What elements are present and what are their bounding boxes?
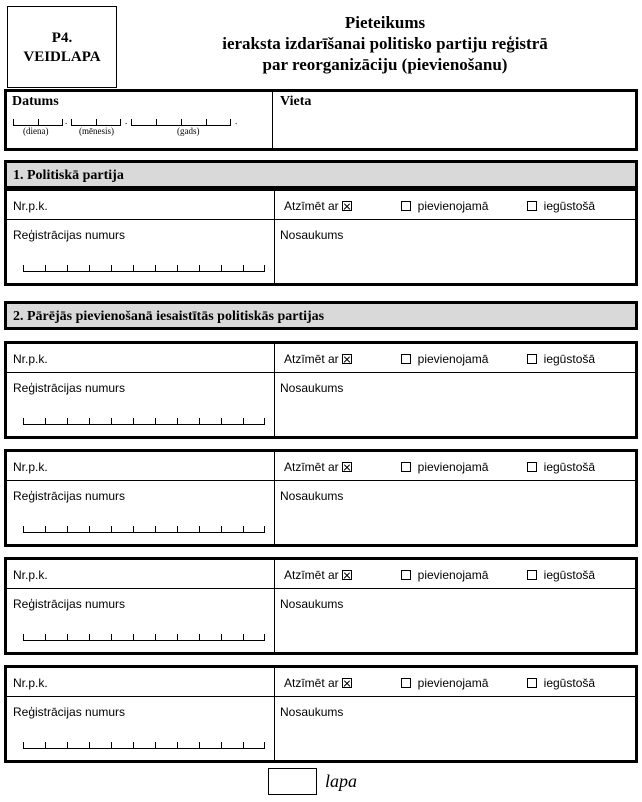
place-label: Vieta	[280, 94, 312, 109]
mark-label: Atzīmēt ar	[284, 460, 352, 474]
checkbox-acquiring[interactable]	[527, 354, 537, 364]
day-cells[interactable]	[13, 119, 63, 126]
reg-number-cells[interactable]	[23, 526, 265, 533]
nrpk-label: Nr.p.k.	[13, 568, 48, 582]
option-acquiring[interactable]: iegūstošā	[527, 352, 595, 366]
nrpk-label: Nr.p.k.	[13, 460, 48, 474]
name-label: Nosaukums	[280, 705, 344, 719]
reg-number-cells[interactable]	[23, 418, 265, 425]
year-cells[interactable]	[131, 119, 231, 126]
name-label: Nosaukums	[280, 381, 344, 395]
checked-box-icon	[342, 678, 352, 688]
form-title	[150, 12, 620, 75]
page-label: lapa	[325, 771, 358, 791]
checkbox-acquiring[interactable]	[527, 570, 537, 580]
month-caption: (mēnesis)	[79, 126, 114, 136]
name-label: Nosaukums	[280, 228, 344, 242]
date-label: Datums	[12, 94, 59, 109]
form-code-box	[7, 6, 117, 88]
party-block-3	[4, 557, 638, 655]
form-code-number: P4.	[51, 30, 73, 46]
checked-box-icon	[342, 201, 352, 211]
checkbox-joined[interactable]	[401, 678, 411, 688]
mark-label: Atzīmēt ar	[284, 676, 352, 690]
option-acquiring[interactable]: iegūstošā	[527, 676, 595, 690]
option-joined[interactable]: pievienojamā	[401, 568, 488, 582]
name-label: Nosaukums	[280, 489, 344, 503]
option-acquiring[interactable]: iegūstošā	[527, 568, 595, 582]
option-joined[interactable]: pievienojamā	[401, 676, 488, 690]
reg-number-cells[interactable]	[23, 742, 265, 749]
section-1-title: 1. Politiskā partija	[13, 168, 124, 183]
mark-label: Atzīmēt ar	[284, 568, 352, 582]
page-number-field[interactable]	[268, 768, 317, 795]
reg-number-label: Reģistrācijas numurs	[13, 228, 126, 242]
reg-number-cells[interactable]	[23, 265, 265, 272]
name-label: Nosaukums	[280, 597, 344, 611]
checkbox-acquiring[interactable]	[527, 201, 537, 211]
nrpk-label: Nr.p.k.	[13, 352, 48, 366]
checkbox-acquiring[interactable]	[527, 678, 537, 688]
checkbox-joined[interactable]	[401, 354, 411, 364]
reg-number-label: Reģistrācijas numurs	[13, 489, 126, 503]
reg-number-cells[interactable]	[23, 634, 265, 641]
day-caption: (diena)	[23, 126, 49, 136]
nrpk-label: Nr.p.k.	[13, 676, 48, 690]
option-acquiring[interactable]: iegūstošā	[527, 460, 595, 474]
checkbox-joined[interactable]	[401, 201, 411, 211]
mark-label: Atzīmēt ar	[284, 199, 352, 213]
party-block-4	[4, 665, 638, 763]
section-1-header	[4, 160, 638, 189]
checked-box-icon	[342, 570, 352, 580]
checkbox-acquiring[interactable]	[527, 462, 537, 472]
checkbox-joined[interactable]	[401, 570, 411, 580]
option-joined[interactable]: pievienojamā	[401, 352, 488, 366]
checked-box-icon	[342, 462, 352, 472]
year-caption: (gads)	[177, 126, 200, 136]
form-title-line-3: par reorganizāciju (pievienošanu)	[262, 55, 508, 74]
date-place-block: Datums Vieta . . . (diena) (mēnesis) (gads)	[4, 89, 638, 151]
checkbox-joined[interactable]	[401, 462, 411, 472]
reg-number-label: Reģistrācijas numurs	[13, 381, 126, 395]
option-joined[interactable]: pievienojamā	[401, 199, 488, 213]
option-joined[interactable]: pievienojamā	[401, 460, 488, 474]
party-block-2	[4, 449, 638, 547]
mark-label: Atzīmēt ar	[284, 352, 352, 366]
checked-box-icon	[342, 354, 352, 364]
party-block-1	[4, 341, 638, 439]
party-block-main	[4, 188, 638, 286]
reg-number-label: Reģistrācijas numurs	[13, 705, 126, 719]
month-cells[interactable]	[71, 119, 121, 126]
form-code-label: VEIDLAPA	[23, 49, 101, 65]
section-2-header	[4, 301, 638, 330]
nrpk-label: Nr.p.k.	[13, 199, 48, 213]
form-title-line-2: ieraksta izdarīšanai politisko partiju reģistrā	[222, 34, 548, 53]
form-title-line-1: Pieteikums	[344, 13, 426, 32]
section-2-title: 2. Pārējās pievienošanā iesaistītās politiskās partijas	[13, 309, 325, 324]
reg-number-label: Reģistrācijas numurs	[13, 597, 126, 611]
date-place-divider	[272, 92, 273, 148]
option-acquiring[interactable]: iegūstošā	[527, 199, 595, 213]
